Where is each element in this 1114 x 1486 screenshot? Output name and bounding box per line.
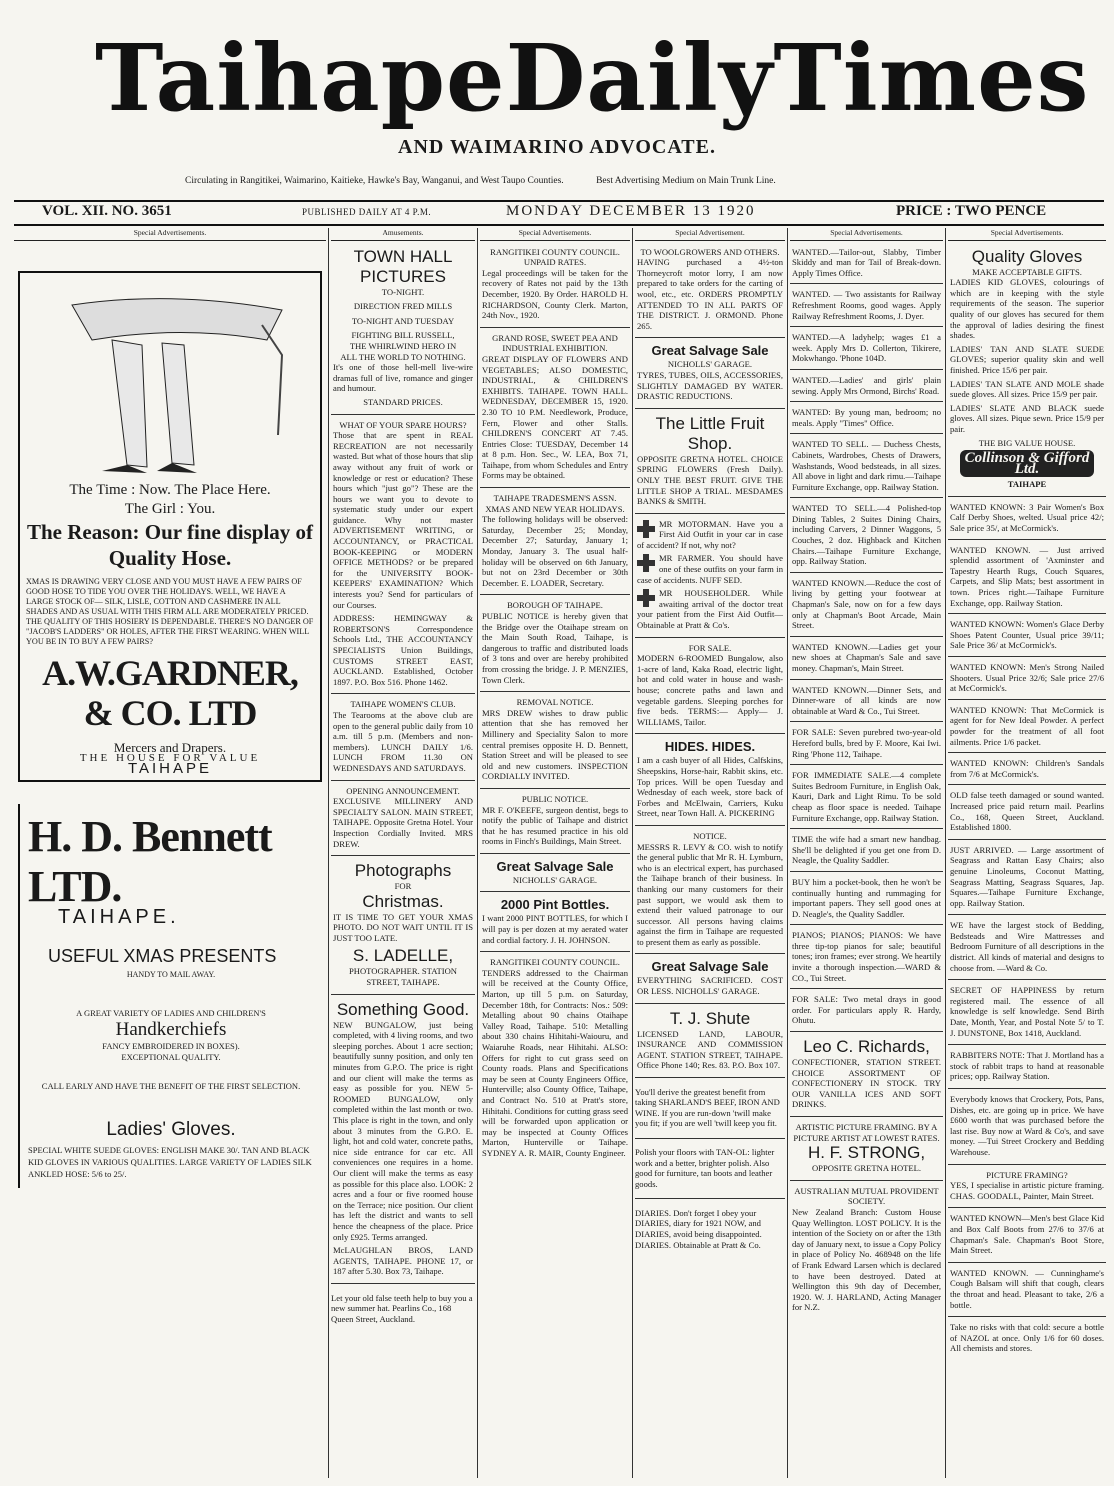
separator xyxy=(790,497,943,498)
club-head: TAIHAPE WOMEN'S CLUB. xyxy=(350,699,456,710)
nazol-text: Take no risks with that cold: secure a bottle of NAZOL at once. Only 1/6 for 60 doses. All chemists and stores. xyxy=(950,1322,1104,1354)
qg-sub: MAKE ACCEPTABLE GIFTS. xyxy=(972,266,1082,277)
separator xyxy=(790,721,943,722)
classified-list xyxy=(790,247,943,1032)
qg-title: Quality Gloves xyxy=(971,246,1083,266)
column-6 xyxy=(948,228,1106,1478)
separator xyxy=(480,327,630,328)
classified-ad: WANTED. — Two assistants for Railway Refreshment Rooms, good wages. Apply Railway Refreshment Rooms, J. Dyer. xyxy=(792,289,941,321)
hose-time-line: The Time : Now. The Place Here. xyxy=(69,481,271,498)
richards-ad xyxy=(790,1037,943,1110)
crockery-ad xyxy=(948,1094,1106,1158)
framing-head: PICTURE FRAMING? xyxy=(986,1169,1068,1180)
separator xyxy=(635,513,785,514)
hk-sub2: EXCEPTIONAL QUALITY. xyxy=(121,1051,221,1062)
strong-head: ARTISTIC PICTURE FRAMING. BY A PICTURE ARTIST AT LOWEST RATES. xyxy=(793,1122,940,1143)
notice-head: NOTICE. xyxy=(693,830,727,841)
th-prices: STANDARD PRICES. xyxy=(363,396,443,407)
separator xyxy=(635,953,785,954)
sg-title: Something Good. xyxy=(336,999,470,1019)
club-body: The Tearooms at the above club are open to the general public daily from 10 a.m. till 5 p.m. (Members and non-members). LUNCH DAILY 1/6. LUNCH FROM 11.30 ON WEDNESDAYS AND SATURDAYS. xyxy=(333,709,473,773)
amp-body: New Zealand Branch: Custom House Quay Wellington. LOST POLICY. It is the intention of the Society on or after the 13th day of January next, to issue a Copy Policy in place of Policy No. 468948 on the life of Frank Edward Larsen which is declared to have been destroyed. Dated at Wellington this 9th day of December, 1920. W. J. HARLAND, Acting Manager for N.Z. xyxy=(792,1206,941,1313)
gs-title: Great Salvage Sale xyxy=(496,858,614,874)
column-divider xyxy=(328,228,329,1478)
lfs-title: The Little Fruit Shop. xyxy=(655,413,765,453)
column-4 xyxy=(635,228,785,1478)
framing-body: YES, I specialise in artistic picture framing. CHAS. GOODALL, Painter, Main Street. xyxy=(950,1180,1104,1201)
photo-for: FOR xyxy=(394,881,412,892)
classified-ad: WANTED KNOWN: Women's Glace Derby Shoes Patent Counter, Usual price 39/11; Sale Price 36/ at McCormick's. xyxy=(950,619,1104,651)
pint-bottles-ad xyxy=(480,897,630,945)
rabbit-text: RABBITERS NOTE: That J. Mortland has a stock of rabbit traps to hand at reasonable prices; opp. Railway Station. xyxy=(950,1050,1104,1082)
teeth-text: OLD false teeth damaged or sound wanted. Increased price paid return mail. Pearlins Co., 168, Queen Street, Auckland. Established 1800. xyxy=(950,790,1104,833)
separator xyxy=(790,1180,943,1181)
bennett-ad xyxy=(18,804,322,1187)
classified-ad: TIME the wife had a smart new handbag. She'll be delighted if you get one from D. Neagle, the Quality Saddler. xyxy=(792,834,941,866)
column-head: Special Advertisements. xyxy=(14,228,326,241)
hose-body: XMAS IS DRAWING VERY CLOSE AND YOU MUST HAVE A FEW PAIRS OF GOOD HOSE TO TIDE YOU OVER THE HOLIDAYS. WELL, WE HAVE A LARGE STOCK OF— SILK, LISLE, COTTON AND CASHMERE IN ALL SHADES AND AS USUAL WITH THIS FIRM ALL ARE MODERATELY PRICED. THE QUALITY OF THIS HOSIERY IS DEPENDABLE. THERE'S NO DANGER OF "JACOB'S LADDERS" OR HOLES, AFTER THE FIRST WEARING. WHEN WILL YOU BE IN TO BUY A FEW PAIRS? xyxy=(26,576,314,646)
rose-head: GRAND ROSE, SWEET PEA AND INDUSTRIAL EXHIBITION. xyxy=(492,332,618,354)
column-2 xyxy=(331,228,475,1478)
handkerchiefs-title: Handkerchiefs xyxy=(115,1018,227,1040)
spare-body: Those that are spent in REAL RECREATION are not necessarily wasted. But what of those hours that slip away without any fruit of work or knowledge or rest or education? These hours which "just go"? These are the hours we want you to devote to systematic study under our expert guidance. Why not master ADVERTISEMENT WRITING, or ACCOUNTANCY, or PRACTICAL BOOK-KEEPING or MODERN OFFICE METHODS? or be prepared for the UNIVERSITY BOOK-KEEPERS' EXAMINATION? Which interests you? Send for particulars of our Courses. xyxy=(333,430,473,610)
sale-body: MODERN 6-ROOMED Bungalow, also 1-acre of land, Kaka Road, electric light, hot and cold water in house and wash-house; concrete paths and lawn and vegetable gardens. Sleeping porches for five beds. TERMS:— Apply— J. WILLIAMS, Tailor. xyxy=(637,653,783,727)
separator xyxy=(790,326,943,327)
column-divider xyxy=(632,228,633,1478)
separator xyxy=(948,699,1106,700)
bedding-text: WE have the largest stock of Bedding, Bedsteads and Wire Mattresses and Bedroom Furniture of all descriptions in the district. All kinds of material and designs to choose from. —Ward & Co. xyxy=(950,920,1104,973)
separator xyxy=(790,1116,943,1117)
strong-title: H. F. STRONG, xyxy=(807,1143,926,1163)
th-line: ALL THE WORLD TO NOTHING. xyxy=(340,351,466,362)
separator xyxy=(331,693,475,694)
first-aid-text: MR MOTORMAN. Have you a First Aid Outfit in your car in case of accident? If not, why not? xyxy=(637,518,783,550)
sale-head: FOR SALE. xyxy=(688,642,732,653)
gs-title: Great Salvage Sale xyxy=(651,343,769,359)
sg-body: NEW BUNGALOW, just being completed, with 4 living rooms, and two sleeping porches. About 1 acre section; beautifully sunny position, and only ten minutes from G.P.O. The price is right and our client will make the terms as easy as possible for you. NEW 5-ROOMED BUNGALOW, only completed within the last month or two. This place is right in the town, and only about 3 minutes from the G.P.O. E. light, hot and cold water, concrete paths, nice side entrance for car etc. All conveniences one requires in a home. Our client will make the terms as easy as possible for this place also. LOOK: 2 acres and a four or five roomed house on the Terrace; nice position. Our client has left the district and wants to sell hence the cheapness of the place. Price only £925. Terms arranged. xyxy=(333,1019,473,1242)
title-word: Taihape xyxy=(95,24,506,132)
classified-ad: WANTED TO SELL. — Duchess Chests, Cabinets, Wardrobes, Chests of Drawers, Washstands, Wood bedsteads, in all sizes. All above in light and dark rimu.—Taihape Furniture Exchange, opp. Railway Station. xyxy=(792,439,941,492)
column-divider xyxy=(787,228,788,1478)
boro-head: BOROUGH OF TAIHAPE. xyxy=(507,600,603,611)
title-word: Times xyxy=(773,24,1090,132)
separator xyxy=(790,679,943,680)
ladies-gloves-body: SPECIAL WHITE SUEDE GLOVES: ENGLISH MAKE 30/. TAN AND BLACK KID GLOVES IN VARIOUS QUALITIES. LARGE VARIETY OF LADIES SILK ANKLED HOSE: 5/6 to 25/. xyxy=(28,1144,312,1179)
bedding-ad xyxy=(948,920,1106,973)
separator xyxy=(331,414,475,415)
separator xyxy=(480,951,630,952)
classified-ad: FOR IMMEDIATE SALE.—4 complete Suites Bedroom Furniture, in English Oak, Kauri, Dark and Light Rimu. To be sold cheap as floor space is needed. Taihape Furniture Exchange, opp. Railway Station. xyxy=(792,770,941,823)
strong-sub: OPPOSITE GRETNA HOTEL. xyxy=(811,1163,922,1174)
spare-addr: ADDRESS: HEMINGWAY & ROBERTSON'S Correspondence Schools Ltd., THE ACCOUNTANCY SPECIALISTS Union Buildings, CUSTOMS STREET EAST, AUCKLAND. Established, October 1897. P.O. Box 516. Phone 1462. xyxy=(333,613,473,687)
balsam-text: WANTED KNOWN. — Cunninghame's Cough Balsam will shift that cough, clears the throat and head. Pleasant to take, 2/6 a bottle. xyxy=(950,1267,1104,1310)
rose-exhibition-ad xyxy=(480,333,630,481)
red-cross-icon xyxy=(637,589,655,607)
wool-body: HAVING purchased a 4½-ton Thorneycroft motor lorry, I am now prepared to take orders for the carting of wool, etc., etc. ORDERS PROMPTLY ATTENDED TO IN ALL PARTS OF THE DISTRICT. J. ORMOND. Phone 265. xyxy=(637,257,783,331)
gardner-hose-ad xyxy=(18,271,322,783)
separator xyxy=(790,283,943,284)
first-aid-item xyxy=(637,588,783,630)
column-head: Special Advertisements. xyxy=(790,228,943,241)
drew-body: EXCLUSIVE MILLINERY AND SPECIALTY SALON. MAIN STREET, TAIHAPE. Opposite Gretna Hotel. Your Inspection Cordially Invited. MRS DREW. xyxy=(333,796,473,849)
rule-bottom xyxy=(14,224,1104,226)
gs-sub: NICHOLLS' GARAGE. xyxy=(667,359,753,370)
salvage-sale-ad xyxy=(635,343,785,401)
classified-ad: WANTED KNOWN.—Dinner Sets, and Dinner-ware of all kinds are now obtainable at Ward & Co., Tui Street. xyxy=(792,684,941,716)
classified-ad: WANTED KNOWN: Men's Strong Nailed Shooters. Usual Price 32/6; Sale price 27/6 at McCormick's. xyxy=(950,662,1104,694)
tradesmen-ad xyxy=(480,493,630,588)
removal-head: REMOVAL NOTICE. xyxy=(516,697,594,708)
separator xyxy=(480,853,630,854)
salvage-sale-ad-2 xyxy=(635,959,785,996)
photographs-ad xyxy=(331,861,475,988)
issue-date: MONDAY DECEMBER 13 1920 xyxy=(506,203,756,219)
something-good-ad xyxy=(331,1000,475,1277)
separator xyxy=(948,1316,1106,1317)
photo-title: Photographs xyxy=(354,861,452,881)
column-head: Special Advertisements. xyxy=(480,228,630,241)
masthead xyxy=(0,0,1114,205)
bennett-name: H. D. Bennett LTD. xyxy=(28,812,272,912)
separator xyxy=(790,764,943,765)
drew-head: OPENING ANNOUNCEMENT. xyxy=(346,785,460,796)
leo-body: CONFECTIONER, STATION STREET. CHOICE ASSORTMENT OF CONFECTIONERY IN STOCK. TRY OUR VANILLA ICES AND SOFT DRINKS. xyxy=(792,1057,941,1110)
rates-sub: UNPAID RATES. xyxy=(523,257,587,268)
classified-ad: WANTED KNOWN.—Reduce the cost of living by getting your footwear at Chapman's Sale, now on for a few days only at Chapman's Boot Arcade, Main Street. xyxy=(792,577,941,631)
separator xyxy=(790,433,943,434)
handy-mail: HANDY TO MAIL AWAY. xyxy=(126,969,216,979)
separator xyxy=(790,401,943,402)
rose-body: GREAT DISPLAY OF FLOWERS AND VEGETABLES; ALSO DOMESTIC, INDUSTRIAL, & CHILDREN'S EXHIBITS. TAIHAPE. TOWN HALL. WEDNESDAY, DECEMBER 15, 1920. 2.30 TO 10 P.M. Needlework, Produce, Fern, Flower and other Stalls. CHILDREN'S CONCERT AT 7.45. Entries Close: TUESDAY, December 14 at 8 p.m. Hon. Sec., W. LEA, Box 71, Taihape, from whom Schedules and Entry Forms may be obtained. xyxy=(482,353,628,481)
ladies-gloves-title: Ladies' Gloves. xyxy=(106,1119,236,1141)
qg-paragraph: LADIES KID GLOVES, colourings of which are in keeping with the style requirements of the season. The superior quality of our gloves has secured for them the approval of ladies desiring the finest shades. xyxy=(950,277,1104,341)
classified-ad: WANTED TO SELL.—4 Polished-top Dining Tables, 2 Suites Dining Chairs, including Carvers, 2 Dinner Waggons, 5 Couches, 2 doz. Highback and Kitchen Chairs.—Taihape Furniture Exchange, opp. Railway Station. xyxy=(792,503,941,567)
removal-body: MRS DREW wishes to draw public attention that she has removed her Millinery and Speciality Salon to more central premises opposite H. D. Bennett, Station Street and will be pleased to see old and new customers. INSPECTION CORDIALLY INVITED. xyxy=(482,707,628,782)
separator xyxy=(948,839,1106,840)
balsam-ad xyxy=(948,1268,1106,1310)
collinson-town: TAIHAPE xyxy=(1007,479,1047,490)
ladelle-sub: PHOTOGRAPHER. STATION STREET, TAIHAPE. xyxy=(348,966,458,988)
variety-line: A GREAT VARIETY OF LADIES AND CHILDREN'S xyxy=(76,1008,266,1019)
gardner-name: A.W.GARDNER, & CO. LTD xyxy=(42,652,298,733)
teeth-ad: Let your old false teeth help to buy you a new summer hat. Pearlins Co., 168 Queen Street, Auckland. xyxy=(331,1292,473,1324)
separator xyxy=(635,408,785,409)
th-body: It's one of those hell-mell live-wire dramas full of live, romance and ginger and humour. xyxy=(333,362,473,394)
separator xyxy=(331,780,475,781)
arrived-ad xyxy=(948,845,1106,909)
for-sale-ad xyxy=(635,643,785,728)
unpaid-rates-ad xyxy=(480,247,630,321)
qg-paragraph: LADIES' TAN SLATE AND MOLE shade suede gloves. All sizes. Price 15/9 per pair. xyxy=(950,378,1104,400)
womens-club-ad xyxy=(331,699,475,773)
classified-ad: WANTED.—Tailor-out, Slabby, Timber Skiddy and man for Tail of Break-down. Apply Times Office. xyxy=(792,246,941,278)
removal-ad xyxy=(480,697,630,782)
crockery-text: Everybody knows that Crockery, Pots, Pans, Dishes, etc. are going up in price. We have £600 worth that was purchased before the last rise. Buy now at Ward & Co's, and save money. —Tui Street Crockery and Bedding Warehouse. xyxy=(950,1094,1104,1157)
red-cross-icon xyxy=(637,554,655,572)
shute-body: LICENSED LAND, LABOUR, INSURANCE AND COMMISSION AGENT. STATION STREET, TAIHAPE. Office Phone 140; Res. 83. P.O. Box 107. xyxy=(637,1028,783,1071)
rabbit-ad xyxy=(948,1050,1106,1082)
notice-body: MESSRS R. LEVY & CO. wish to notify the general public that Mr R. H. Lymburn, who is an electrical expert, has purchased the Taihape branch of their business. In thanking our many customers for their past support, we would ask them to extend their valued patronage to our successor. All persons having claims against the firm in Taihape are requested to present them as early as possible. xyxy=(637,841,783,947)
circulation-line xyxy=(185,176,806,186)
shute-title: T. J. Shute xyxy=(669,1008,751,1028)
pn-body: MR F. O'KEEFE, surgeon dentist, begs to notify the public of Taihape and district that he has resumed practice in his old rooms in Finch's Buildings, Main Street. xyxy=(482,804,628,847)
gs-body: TYRES, TUBES, OILS, ACCESSORIES, SLIGHTLY DAMAGED BY WATER. DRASTIC REDUCTIONS. xyxy=(637,369,783,402)
first-aid-text: MR FARMER. You should have one of these outfits on your farm in case of accidents. NUFF SED. xyxy=(637,553,783,585)
diaries-ad: DIARIES. Don't forget I obey your DIARIES, diary for 1921 NOW, and DIARIES, avoid being disappointed. DIARIES. Obtainable at Pratt & Co. xyxy=(635,1207,762,1250)
salvage-sale-ad xyxy=(480,859,630,886)
separator xyxy=(948,656,1106,657)
classified-ad: WANTED KNOWN: 3 Pair Women's Box Calf Derby Shoes, welted. Usual price 42/; Sale price 35/, at McCormick's. xyxy=(950,501,1104,534)
hides-title: HIDES. HIDES. xyxy=(664,739,756,755)
title-word: Daily xyxy=(505,24,774,132)
newspaper-title xyxy=(95,18,1090,132)
separator xyxy=(790,369,943,370)
column-1 xyxy=(14,228,326,1478)
secret-ad xyxy=(948,985,1106,1038)
separator xyxy=(948,1164,1106,1165)
th-line: TO-NIGHT AND TUESDAY xyxy=(351,315,455,326)
rcc-head: RANGITIKEI COUNTY COUNCIL. xyxy=(490,957,620,968)
town-hall-ad xyxy=(331,247,475,408)
published-time: PUBLISHED DAILY AT 4 P.M. xyxy=(302,207,432,217)
separator xyxy=(480,891,630,892)
trades-head: TAIHAPE TRADESMEN'S ASSN. xyxy=(493,493,617,504)
strong-ad xyxy=(790,1122,943,1174)
price: PRICE : TWO PENCE xyxy=(896,203,1047,219)
photo-body: IT IS TIME TO GET YOUR XMAS PHOTO. DO NOT WAIT UNTIL IT IS JUST TOO LATE. xyxy=(333,911,473,943)
boro-body: PUBLIC NOTICE is hereby given that the Bridge over the Otaihape stream on the Main South Road, Taihape, is dangerous to traffic and distributed loads of 3 tons and over are hereby prohibited from crossing the bridge. J. P. MENZIES, Town Clerk. xyxy=(482,611,628,685)
advertising-text: Best Advertising Medium on Main Trunk Line. xyxy=(596,176,776,186)
separator xyxy=(635,825,785,826)
column-head: Amusements. xyxy=(331,228,475,241)
first-aid-item xyxy=(637,519,783,551)
separator xyxy=(790,828,943,829)
volume-number: VOL. XII. NO. 3651 xyxy=(42,203,172,219)
classified-list xyxy=(948,502,1106,785)
pint-title: 2000 Pint Bottles. xyxy=(500,897,610,913)
red-cross-icon xyxy=(637,520,655,538)
borough-ad xyxy=(480,600,630,685)
classified-ad: BUY him a pocket-book, then he won't be continually hunting and rummaging for important papers. They sell good ones at D. Neagle's, the Quality Saddler. xyxy=(792,876,941,919)
pint-body: I want 2000 PINT BOTTLES, for which I will pay is per dozen at my aerated water and cordial factory. J. H. JOHNSON. xyxy=(482,913,628,945)
rates-body: Legal proceedings will be taken for the recovery of Rates not paid by the 13th December, 1920. By Order. HAROLD H. RICHARDSON, County Clerk. Marton, 24th Nov., 1920. xyxy=(482,267,628,321)
separator xyxy=(948,914,1106,915)
hides-ad xyxy=(635,739,785,819)
separator xyxy=(948,784,1106,785)
separator xyxy=(790,572,943,573)
separator xyxy=(480,691,630,692)
beef-ad: You'll derive the greatest benefit from taking SHARLAND'S BEEF, IRON AND WINE. If you are run-down 'twill make you fit; if you are well 'twill keep you fit. xyxy=(635,1086,780,1129)
collinson-logo: Collinson & Gifford Ltd. xyxy=(960,450,1094,477)
separator xyxy=(480,487,630,488)
county-tenders-ad xyxy=(480,957,630,1158)
town-hall-title: TOWN HALL PICTURES xyxy=(353,246,453,286)
call-early: CALL EARLY AND HAVE THE BENEFIT OF THE FIRST SELECTION. xyxy=(41,1080,301,1091)
separator xyxy=(635,637,785,638)
separator xyxy=(331,994,475,995)
separator xyxy=(948,979,1106,980)
gardner-value: THE HOUSE FOR VALUE xyxy=(79,752,261,765)
qg-paragraph: LADIES' TAN AND SLATE SUEDE GLOVES; superior quality skin and well finished. Price 15/6 per pair. xyxy=(950,343,1104,375)
classified-ad: WANTED: By young man, bedroom; no meals. Apply "Times" Office. xyxy=(792,407,941,428)
first-aid-item xyxy=(637,553,783,585)
separator xyxy=(948,1207,1106,1208)
hose-girl-line: The Girl : You. xyxy=(124,500,216,517)
first-aid-ad xyxy=(635,519,785,631)
photo-xmas: Christmas. xyxy=(362,891,444,911)
separator xyxy=(790,1031,943,1032)
lfs-body: OPPOSITE GRETNA HOTEL. CHOICE SPRING FLOWERS (Fresh Daily). ONLY THE BEST FRUIT. GIVE THE LITTLE SHOP A TRIAL. MESDAMES BANKS & SMITH. xyxy=(637,453,783,507)
classified-ad: WANTED.—Ladies' and girls' plain sewing. Apply Mrs Ormond, Birchs' Road. xyxy=(792,374,941,396)
boots-ad xyxy=(948,1213,1106,1255)
notice-ad xyxy=(635,831,785,948)
dateline xyxy=(14,203,1104,223)
useful-presents: USEFUL XMAS PRESENTS xyxy=(48,945,277,966)
framing-ad xyxy=(948,1170,1106,1202)
teeth-ad xyxy=(948,790,1106,832)
column-head: Special Advertisement. xyxy=(635,228,785,241)
separator xyxy=(635,1003,785,1004)
leo-title: Leo C. Richards, xyxy=(803,1037,930,1057)
separator xyxy=(480,788,630,789)
spare-head: WHAT OF YOUR SPARE HOURS? xyxy=(339,419,467,430)
hose-reason: The Reason: Our fine display of Quality Hose. xyxy=(26,519,314,570)
separator xyxy=(790,871,943,872)
shute-ad xyxy=(635,1009,785,1071)
polish-ad: Polish your floors with TAN-OL: lighter work and a better, brighter polish. Also good for furniture, tan boots and leather goods. xyxy=(635,1147,775,1189)
drew-ad xyxy=(331,786,475,850)
separator xyxy=(635,1198,785,1199)
classified-ad: WANTED KNOWN. — Just arrived splendid assortment of 'Axminster and Tapestry Hearth Rugs, Couch Squares, Carpets, and Slip Mats; best assortment in town. Prices right.—Taihape Furniture Exchange, opp. Railway Station. xyxy=(950,544,1104,608)
classified-ad: PIANOS; PIANOS; PIANOS: We have three tip-top pianos for sale; beautiful tones; iron frames; ever strong. We heartily invite a thorough inspection.—WARD & CO., Tui Street. xyxy=(792,930,941,983)
separator xyxy=(331,855,475,856)
separator xyxy=(331,1283,475,1284)
separator xyxy=(948,496,1106,497)
column-5 xyxy=(790,228,943,1478)
separator xyxy=(790,988,943,989)
trades-body: The following holidays will be observed: Saturday, December 25; Monday, December 27; Saturday, January 1; Monday, January 3. The usual half-holiday will be observed on 6th January, but not on 23rd December or 30th December. E. LOADER, Secretary. xyxy=(482,514,628,588)
classified-ad: WANTED.—A ladyhelp; wages £1 a week. Apply Mrs D. Collerton, Tikirere, Mokwhango. 'Phone 104D. xyxy=(792,332,941,364)
secret-text: SECRET OF HAPPINESS by return registered mail. The essence of all knowledge is self knowledge. Send Birth Date, Month, Year, and Postal Note 5/ to T. J. DUNSTONE, Box 1418, Auckland. xyxy=(950,985,1104,1038)
separator xyxy=(948,752,1106,753)
gardner-sub: Mercers and Drapers. xyxy=(113,739,227,755)
classified-ad: WANTED KNOWN: That McCormick is agent for for New Ideal Powder. A perfect powder for the treatment of all foot ailments. Price 1/6 packet. xyxy=(950,704,1104,747)
separator xyxy=(948,1044,1106,1045)
column-divider xyxy=(945,228,946,1478)
ladelle-name: S. LADELLE, xyxy=(352,946,454,966)
th-line: FIGHTING BILL RUSSELL, xyxy=(351,330,455,341)
big-value-house: THE BIG VALUE HOUSE. xyxy=(978,437,1076,448)
separator xyxy=(635,1077,785,1078)
circulation-text: Circulating in Rangitikei, Waimarino, Kaitieke, Hawke's Bay, Wanganui, and West Taupo Counties. xyxy=(185,176,564,186)
th-line: THE WHIRLWIND HERO IN xyxy=(349,340,457,351)
public-notice-ad xyxy=(480,794,630,847)
boots-text: WANTED KNOWN—Men's best Glace Kid and Box Calf Boots from 27/6 to 37/6 at Chapman's Sale. Chapman's Boot Store, Main Street. xyxy=(950,1213,1104,1256)
spare-hours-ad xyxy=(331,420,475,688)
nazol-ad xyxy=(948,1322,1106,1354)
pn-head: PUBLIC NOTICE. xyxy=(521,793,589,804)
sg-sign: McLAUGHLAN BROS, LAND AGENTS, TAIHAPE. PHONE 17, or 187 after 5.30. Box 73, Taihape. xyxy=(333,1245,473,1277)
quality-gloves-ad xyxy=(948,247,1106,490)
fruit-shop-ad xyxy=(635,414,785,507)
newspaper-subtitle: AND WAIMARINO ADVOCATE. xyxy=(398,136,716,158)
separator xyxy=(790,636,943,637)
gs2-body: EVERYTHING SACRIFICED. COST OR LESS. NICHOLLS' GARAGE. xyxy=(637,975,783,997)
amp-head: AUSTRALIAN MUTUAL PROVIDENT SOCIETY. xyxy=(794,1185,939,1207)
woolgrowers-ad xyxy=(635,247,785,332)
separator xyxy=(790,924,943,925)
th-line: TO-NIGHT. xyxy=(381,286,425,297)
arrived-text: JUST ARRIVED. — Large assortment of Seagrass and Rattan Easy Chairs; also genuine Linoleums, Coconut Matting, Seagrass Matting, Seagrass Squares, Jap. Squares.—Taihape Furniture Exchange, opp. Railway Station. xyxy=(950,844,1104,908)
column-head: Special Advertisements. xyxy=(948,228,1106,241)
hk-sub: FANCY EMBROIDERED IN BOXES). xyxy=(102,1041,240,1052)
separator xyxy=(948,613,1106,614)
trades-sub: XMAS AND NEW YEAR HOLIDAYS. xyxy=(485,503,625,514)
separator xyxy=(948,1088,1106,1089)
separator xyxy=(635,1138,785,1139)
hosiery-illustration xyxy=(32,285,308,475)
column-3 xyxy=(480,228,630,1478)
column-divider xyxy=(477,228,478,1478)
bennett-town: TAIHAPE. xyxy=(58,906,180,929)
rcc-body: TENDERS addressed to the Chairman will be received at the County Office, Marton, up till 5 p.m. on Saturday, December 18th, for Contracts: Nos.: 509: Metalling about 90 chains Otaihape Valley Road, Taihape. 510: Metalling about 330 chains Hihitahi-Waiouru, and Waiaruhe Roads, near Hihitahi. ALSO: Offers for right to cut grass seed on County roads. Plans and Specifications may be seen at County Engineers Office, Hunterville; also County Office, Taihape, and Contract No. 510 at Pratt's store, Hihitahi. Conditions for cutting grass seed will be forwarded upon application or may be inspected at County Offices Marton, Hunterville or Taihape. SYDNEY A. R. MAIR, County Engineer. xyxy=(482,967,628,1158)
gardner-town: TAIHAPE xyxy=(127,759,213,777)
classified-ad: FOR SALE: Seven purebred two-year-old Hereford bulls, bred by F. Moore, Kai Iwi. Ring 'Phone 112, Taihape. xyxy=(792,727,941,759)
amp-ad xyxy=(790,1186,943,1313)
qg-paragraph: LADIES' SLATE AND BLACK suede gloves. All sizes. Pique sewn. Price 15/9 per pair. xyxy=(950,402,1104,434)
separator xyxy=(948,1262,1106,1263)
wool-head: TO WOOLGROWERS AND OTHERS. xyxy=(640,246,780,257)
gs-sub: NICHOLLS' GARAGE. xyxy=(512,874,598,885)
classified-ad: WANTED KNOWN: Children's Sandals from 7/6 at McCormick's. xyxy=(950,758,1104,779)
first-aid-text: MR HOUSEHOLDER. While awaiting arrival of the doctor treat your patient from the First Aid Outfit— Obtainable at Pratt & Co's. xyxy=(637,588,783,631)
rule-top xyxy=(14,200,1104,202)
separator xyxy=(480,594,630,595)
separator xyxy=(948,539,1106,540)
separator xyxy=(635,337,785,338)
th-line: DIRECTION FRED MILLS xyxy=(353,301,453,312)
classified-ad: FOR SALE: Two metal drays in good order. For particulars apply R. Hardy, Ohutu. xyxy=(792,994,941,1026)
separator xyxy=(635,733,785,734)
rates-head: RANGITIKEI COUNTY COUNCIL. xyxy=(490,246,620,257)
classified-ad: WANTED KNOWN.—Ladies get your new shoes at Chapman's Sale and save money. Chapman's, Main Street. xyxy=(792,641,941,673)
gs2-title: Great Salvage Sale xyxy=(651,959,769,975)
hides-body: I am a cash buyer of all Hides, Calfskins, Sheepskins, Horse-hair, Rabbit skins, etc. Top prices. Will be open Tuesday and Wednesday of each week, store back of Forbes and McElwain, Carriers, Kuku Street, near Town Hall. A. PICKERING xyxy=(637,755,783,819)
